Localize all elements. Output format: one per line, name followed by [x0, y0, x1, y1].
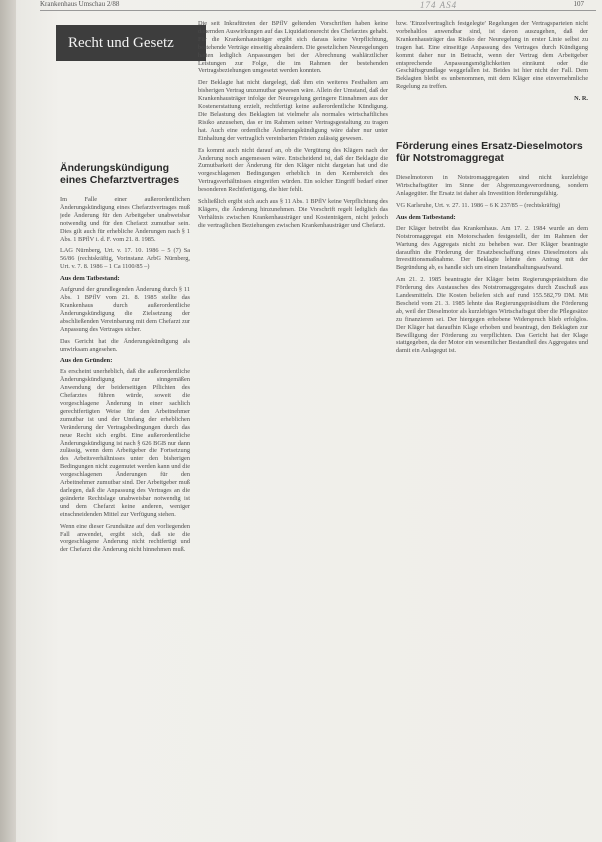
article1-author: N. R. [574, 95, 588, 103]
article2-subhead-facts: Aus dem Tatbestand: [396, 213, 456, 221]
article2-paragraph: Der Kläger betreibt das Krankenhaus. Am 17. 2. 1984 wurde an dem Notstromaggregat ein Motorschaden festgestellt, der im Rahmen der Wartung des Aggregats nicht zu beheben war. Der Kläger beantragte daraufhin die Förderung der Ersatzbeschaffung eines Dieselmotors als Investitionsmaßnahme. Der Beklagte lehnte den Antrag mit der Begründung ab, es handle sich um einen Instandhaltungsaufwand. [396, 224, 588, 272]
article2-intro: Dieselmotoren in Notstromaggregaten sind nicht kurzlebige Wirtschaftsgüter im Sinne der Abgrenzungsverordnung, sondern Anlagegüter. Ihr Ersatz ist daher als Investition förderungsfähig. [396, 174, 588, 197]
article1-paragraph: Der Beklagte hat nicht dargelegt, daß ihm ein weiteres Festhalten am bisherigen Vertrag unzumutbar gewesen wäre. Allein der Umstand, daß der Krankenhausträger infolge der Neuregelung geringere Einnahmen aus der Kostenerstattung erzielt, rechtfertigt keine außerordentliche Kündigung. Die Belastung des Beklagten ist vielmehr als normales wirtschaftliches Risiko anzusehen, das er im Rahmen seiner Vertragsgestaltung zu tragen hat. Auch eine ordentliche Änderungskündigung wäre daher nur unter Einhaltung der vertraglich vereinbarten Fristen zulässig gewesen. [198, 79, 388, 142]
running-header [40, 0, 588, 9]
section-banner: Recht und Gesetz [56, 25, 206, 61]
article-separator [396, 102, 588, 140]
article1-paragraph: Die seit Inkrafttreten der BPflV geltenden Vorschriften haben keine dauernden Auswirkungen auf das Liquidationsrecht des Chefarztes gehabt. Für die Krankenhausträger ergibt sich daraus keine Verpflichtung, bestehende Verträge einseitig abzuändern. Die gesetzlichen Neuregelungen hatten lediglich Anpassungen bei der Abrechnung wahlärztlicher Leistungen zur Folge, die im Rahmen der bestehenden Vertragsbeziehungen umgesetzt werden konnten. [198, 20, 388, 75]
column-1 [60, 162, 190, 834]
article1-title: Änderungskündigung eines Chefarztvertrages [60, 162, 180, 186]
article2-paragraph: Am 21. 2. 1985 beantragte der Kläger beim Regierungspräsidium die Förderung des Austausches des Notstromaggregates durch Zuschuß aus Landesmitteln. Die Kosten beliefen sich auf rund 155.582,79 DM. Mit Bescheid vom 21. 3. 1985 lehnte das Regierungspräsidium die Förderung ab, weil der Dieselmotor als kurzlebiges Wirtschaftsgut über die Pflegesätze zu finanzieren sei. Der hiergegen erhobene Widerspruch blieb erfolglos. Der Kläger hat daraufhin Klage erhoben und beantragt, den Beklagten zur Bewilligung der Förderung zu verpflichten. Das Gericht hat der Klage stattgegeben, da der Motor ein wesentlicher Bestandteil des Aggregates und damit ein Anlagegut ist. [396, 276, 588, 355]
article1-paragraph: Schließlich ergibt sich auch aus § 11 Abs. 1 BPflV keine Verpflichtung des Klägers, die Änderung hinzunehmen. Die Vorschrift regelt lediglich das Verhältnis zwischen Krankenhausträger und Kostenträgern, nicht jedoch die vertraglichen Beziehungen zwischen Krankenhausträger und Chefarzt. [198, 198, 388, 229]
article1-paragraph: bzw. 'Einzelvertraglich festgelegte' Regelungen der Vertragsparteien nicht vorbehaltlos anwendbar sind, ist davon auszugehen, daß der Krankenhausträger das Risiko der Neuregelung in erster Linie selbst zu tragen hat. Eine einseitige Anpassung des Vertrages durch Kündigung kommt daher nur in Betracht, wenn der Vertrag dem Arbeitgeber entsprechende Anpassungsmöglichkeiten einräumt oder die Geschäftsgrundlage weggefallen ist. Beides ist hier nicht der Fall. Dem Beklagten bleibt es unbenommen, mit dem Kläger eine einvernehmliche Regelung zu treffen. [396, 20, 588, 91]
article1-subhead-reasons: Aus den Gründen: [60, 357, 113, 365]
article2-citation: VG Karlsruhe, Urt. v. 27. 11. 1986 – 6 K 237/85 – (rechtskräftig) [396, 201, 561, 209]
article1-subhead-facts: Aus dem Tatbestand: [60, 275, 120, 283]
article1-paragraph: Es kommt auch nicht darauf an, ob die Vergütung des Klägers nach der Änderung noch angemessen wäre. Entscheidend ist, daß der Beklagte die Zumutbarkeit der Änderung für den Kläger nicht dargetan hat und die vorgeschlagenen Bedingungen erheblich in den Kernbereich des Vertragsverhältnisses eingreifen würden. Ein solcher Eingriff bedarf einer besonderen Rechtfertigung, die hier fehlt. [198, 146, 388, 194]
column-2 [198, 20, 388, 834]
handwritten-note: 174 AS4 [420, 0, 458, 10]
running-header-title: Krankenhaus Umschau 2/88 [40, 0, 120, 8]
article1-citation: LAG Nürnberg, Urt. v. 17. 10. 1986 – 5 (7) Sa 56/86 (rechtskräftig, Vorinstanz ArbG Nürnberg, Urt. v. 7. 8. 1986 – 1 Ca 1100/85 –) [60, 247, 190, 271]
column-3 [396, 20, 588, 834]
article2-title: Förderung eines Ersatz-Dieselmotors für Notstromaggregat [396, 140, 583, 165]
article1-intro: Im Falle einer außerordentlichen Änderungskündigung eines Chefarztvertrages muß jede Änderung für den Arbeitgeber unabweisbar notwendig und für den Chefarzt zumutbar sein. Dies gilt auch für erhebliche Änderungen nach § 1 Abs. 1 BPflV i. d. F. vom 21. 8. 1985. [60, 196, 190, 243]
page-number: 107 [573, 0, 584, 8]
article1-paragraph: Wenn eine dieser Grundsätze auf den vorliegenden Fall anwendet, ergibt sich, daß sie die vorgeschlagene Änderung nicht rechtfertigt und der Chefarzt die Änderung nicht hinnehmen muß. [60, 522, 190, 554]
article1-paragraph: Das Gericht hat die Änderungskündigung als unwirksam angesehen. [60, 337, 190, 353]
article1-paragraph: Es erscheint unerheblich, daß die außerordentliche Änderungskündigung zur sinngemäßen Anwendung der beiderseitigen Pflichten des Chefarztes führen würde, soweit die vorgeschlagene Änderung in einer sachlich gerechtfertigten Weise für den Arbeitnehmer zumutbar ist und der Umfang der erheblichen Veränderung der Vertragsbedingungen durch das neue Recht sich ergibt. Eine außerordentliche Änderungskündigung ist nach § 626 BGB nur dann zulässig, wenn dem Arbeitgeber die Fortsetzung des Arbeitsverhältnisses unter den bisherigen Bedingungen nicht zugemutet werden kann und die vorgeschlagenen Änderungen für den Arbeitnehmer zumutbar sind. Der Arbeitgeber muß darlegen, daß die Anpassung des Vertrages an die geänderte Rechtslage unabweisbar notwendig ist und dem Chefarzt keine anderen, weniger einschneidenden Mittel zur Verfügung stehen. [60, 368, 190, 518]
article1-paragraph: Aufgrund der grundlegenden Änderung durch § 11 Abs. 1 BPflV vom 21. 8. 1985 stellte das Krankenhaus durch außerordentliche Änderungskündigung die Zielsetzung der abschließenden Vereinbarung mit dem Chefarzt zur Anpassung des Vertrages sicher. [60, 286, 190, 333]
header-rule [40, 10, 596, 11]
binding-shadow [0, 0, 16, 842]
